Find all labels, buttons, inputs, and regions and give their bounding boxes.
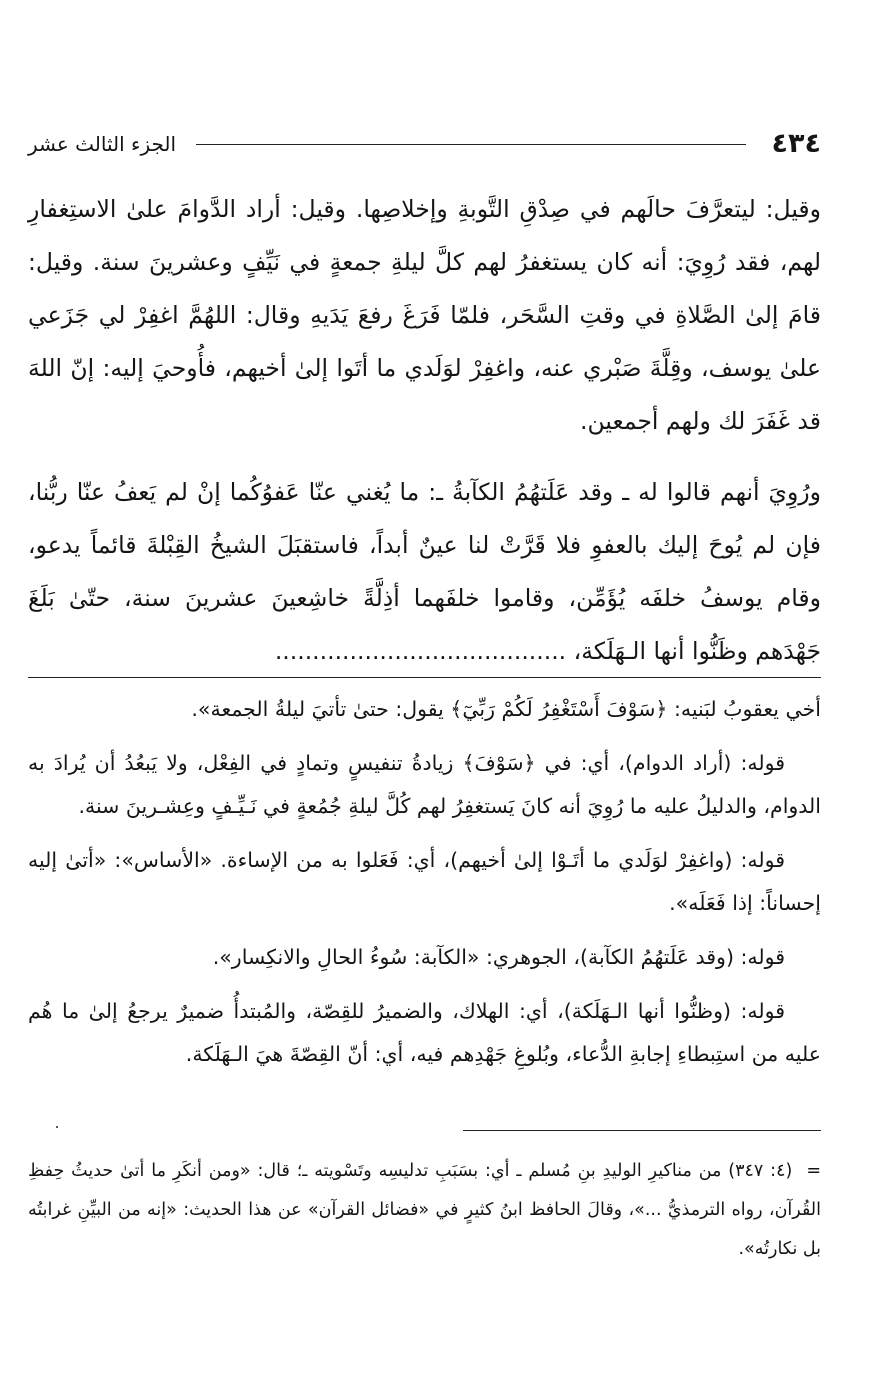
page-header (28, 126, 821, 166)
book-page (28, 0, 821, 1397)
commentary-paragraph: قوله: (أراد الدوام)، أي: في ﴿سَوْفَ﴾ زيادةُ تنفيسٍ وتمادٍ في الفِعْل، ولا يَبعُدُ أن يُرادَ به الدوام، والدليلُ عليه ما رُوِيَ أنه كانَ يَستغفِرُ لهم كُلَّ ليلةِ جُمُعةٍ في نَـيِّـفٍ وعِشـرينَ سنة. (28, 751, 821, 818)
commentary-paragraph: قوله: (وظنُّوا أنها الـهَلَكة)، أي: الهلاك، والضميرُ للقِصّة، والمُبتدأُ ضميرٌ يرجعُ إلىٰ ما هُم عليه من استِبطاءِ إجابةِ الدُّعاء، وبُلوغِ جَهْدِهم فيه، أي: أنّ القِصّةَ هيَ الـهَلَكة. (28, 999, 821, 1066)
header-rule (196, 144, 746, 145)
text-divider (28, 677, 821, 678)
commentary-section (28, 688, 821, 1087)
running-title: الجزء الثالث عشر (28, 132, 177, 156)
main-paragraph: ورُوِيَ أنهم قالوا له ـ وقد عَلَتهُمُ الكآبةُ ـ: ما يُغني عنّا عَفوُكُما إنْ لم يَعفُ عنّا ربُّنا، فإن لم يُوحَ إليك بالعفوِ فلا قَرَّتْ لنا عينٌ أبداً، فاستقبَلَ الشيخُ القِبْلةَ قائماً يدعو، وقام يوسفُ خلفَه يُؤَمِّن، وقاموا خلفَهما أذِلَّةً خاشِعينَ عشرينَ سنة، حتّىٰ بَلَغَ جَهْدَهم وظَنُّوا أنها الـهَلَكة، ....................................... (28, 478, 821, 665)
footnote-text (28, 1152, 821, 1269)
footnote-body: (٤: ٣٤٧) من مناكيرِ الوليدِ بنِ مُسلم ـ أي: بسَبَبِ تدليسِه وتَسْويته ـ؛ قال: «ومن أنكَرِ ما أتىٰ حديثُ حِفظِ القُرآن، رواه الترمذيُّ ...»، وقالَ الحافظ ابنُ كثيرٍ في «فضائل القرآن» عن هذا الحديث: «إنه من البيِّنِ غرابتُه بل نكارتُه». (28, 1161, 821, 1259)
footnote-marker: = (806, 1161, 821, 1181)
decorative-dot (56, 1126, 58, 1128)
page-number: ٤٣٤ (771, 128, 821, 159)
commentary-paragraph: قوله: (وقد عَلَتهُمُ الكآبة)، الجوهري: «الكآبة: سُوءُ الحالِ والانكِسار». (212, 945, 785, 969)
main-text (28, 183, 821, 678)
main-paragraph: وقيل: ليتعرَّفَ حالَهم في صِدْقِ التَّوبةِ وإخلاصِها. وقيل: أراد الدَّوامَ علىٰ الاستِغفارِ لهم، فقد رُوِيَ: أنه كان يستغفرُ لهم كلَّ ليلةِ جمعةٍ في نَيِّفٍ وعشرينَ سنة. وقيل: قامَ إلىٰ الصَّلاةِ في وقتِ السَّحَر، فلمّا فَرَغَ رفعَ يَدَيهِ وقال: اللهُمَّ اغفِرْ لي جَزَعي علىٰ يوسف، وقِلَّةَ صَبْري عنه، واغفِرْ لوَلَدي ما أتَوا إلىٰ أخيهم، فأُوحيَ إليه: إنّ اللهَ قد غَفَرَ لك ولهم أجمعين. (28, 195, 821, 435)
footnote-section (28, 1152, 821, 1269)
commentary-paragraph: قوله: (واغفِرْ لوَلَدي ما أتَـوْا إلىٰ أخيهم)، أي: فَعَلوا به من الإساءة. «الأساس»: «أتىٰ إليه إحساناً: إذا فَعَلَه». (28, 848, 821, 915)
footnote-rule (463, 1130, 821, 1131)
commentary-paragraph: أخي يعقوبُ لبَنيه: ﴿سَوْفَ أَسْتَغْفِرُ لَكُمْ رَبِّيٓ﴾ يقول: حتىٰ تأتيَ ليلةُ الجمعة». (191, 697, 821, 721)
